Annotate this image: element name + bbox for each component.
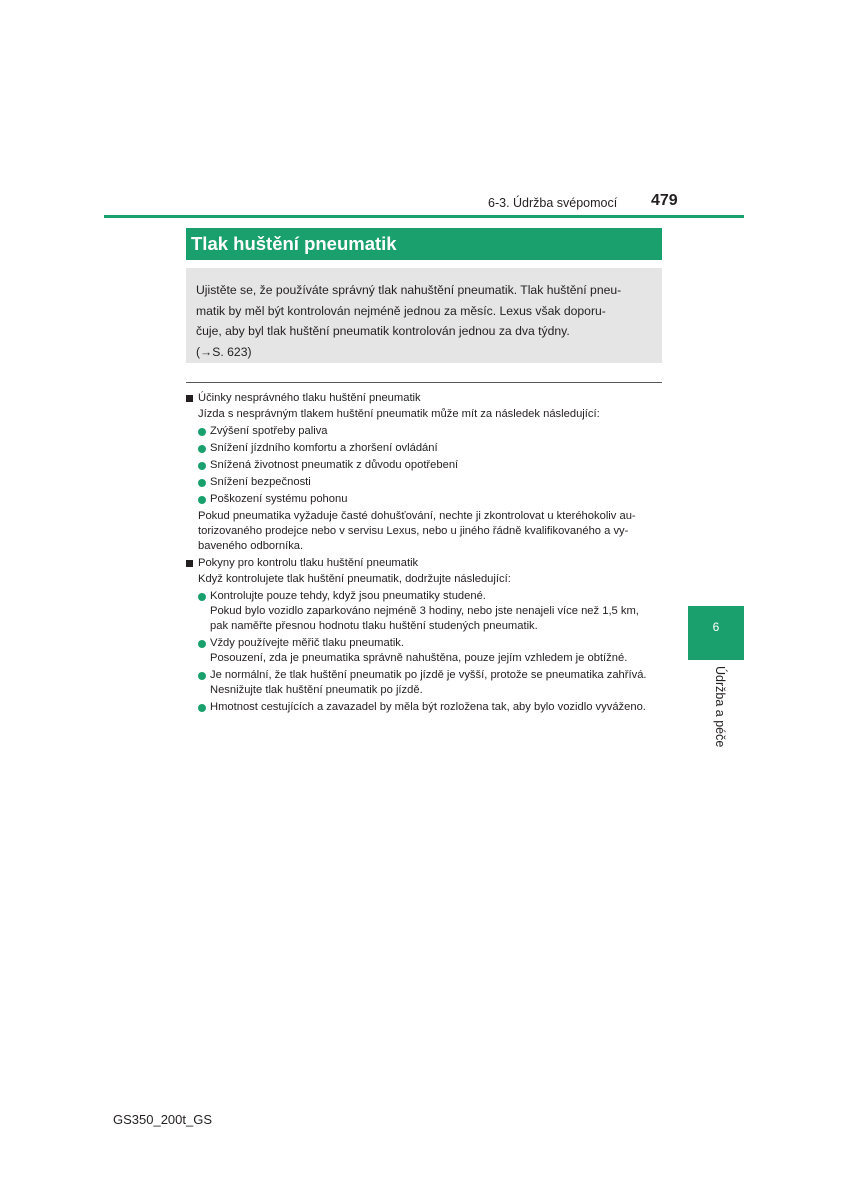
list-item-line: pak naměřte přesnou hodnotu tlaku huštění studených pneumatik. xyxy=(210,620,538,632)
intro-line: Ujistěte se, že používáte správný tlak nahuštění pneumatik. Tlak huštění pneu- xyxy=(196,283,622,297)
list-item-line: Hmotnost cestujících a zavazadel by měla být rozložena tak, aby bylo vozidlo vyváženo. xyxy=(210,701,646,713)
section1-heading-text: Účinky nesprávného tlaku huštění pneumatik xyxy=(198,392,421,404)
list-item xyxy=(198,441,666,456)
list-item-text xyxy=(210,700,666,715)
list-item-text xyxy=(210,636,666,666)
section1-closing xyxy=(198,509,666,554)
green-dot-bullet-icon xyxy=(198,445,206,453)
green-dot-bullet-icon xyxy=(198,672,206,680)
main-content xyxy=(186,390,666,717)
list-item xyxy=(198,668,666,698)
title-bar xyxy=(186,228,662,260)
square-bullet-icon xyxy=(186,560,193,567)
closing-line: baveného odborníka. xyxy=(198,540,304,552)
green-dot-bullet-icon xyxy=(198,640,206,648)
section2-lead: Když kontrolujete tlak huštění pneumatik, dodržujte následující: xyxy=(198,573,511,585)
chapter-label: Údržba a péče xyxy=(713,666,727,748)
chapter-tab xyxy=(688,606,744,660)
square-bullet-icon xyxy=(186,395,193,402)
list-item xyxy=(198,636,666,666)
intro-line: čuje, aby byl tlak huštění pneumatik kontrolován jednou za dva týdny. xyxy=(196,324,570,338)
list-item-text: Snížení bezpečnosti xyxy=(210,476,311,488)
list-item xyxy=(198,475,666,490)
green-dot-bullet-icon xyxy=(198,479,206,487)
list-item-text: Zvýšení spotřeby paliva xyxy=(210,425,328,437)
intro-box xyxy=(186,268,662,363)
green-dot-bullet-icon xyxy=(198,428,206,436)
page-number: 479 xyxy=(651,192,678,209)
section-divider xyxy=(186,382,662,383)
green-dot-bullet-icon xyxy=(198,593,206,601)
section2-heading-text: Pokyny pro kontrolu tlaku huštění pneumatik xyxy=(198,557,419,569)
intro-page-reference: (→S. 623) xyxy=(196,344,252,359)
page-title: Tlak huštění pneumatik xyxy=(191,233,397,254)
closing-line: torizovaného prodejce nebo v servisu Lexus, nebo u jiného řádně kvalifikovaného a vy- xyxy=(198,525,629,537)
section1-heading xyxy=(186,391,666,406)
footer-model-code: GS350_200t_GS xyxy=(113,1112,213,1127)
list-item-text: Snížená životnost pneumatik z důvodu opotřebení xyxy=(210,459,459,471)
list-item-text xyxy=(210,668,666,698)
chapter-number: 6 xyxy=(712,620,720,634)
section-header: 6-3. Údržba svépomocí xyxy=(488,196,618,210)
list-item xyxy=(198,492,666,507)
section1-lead: Jízda s nesprávným tlakem huštění pneumatik může mít za následek následující: xyxy=(198,408,600,420)
list-item-text: Poškození systému pohonu xyxy=(210,493,348,505)
section2-heading xyxy=(186,556,666,571)
green-dot-bullet-icon xyxy=(198,496,206,504)
closing-line: Pokud pneumatika vyžaduje časté dohušťování, nechte ji zkontrolovat u kteréhokoliv au- xyxy=(198,510,636,522)
list-item-line: Nesnižujte tlak huštění pneumatik po jízdě. xyxy=(210,684,423,696)
green-dot-bullet-icon xyxy=(198,704,206,712)
list-item-line: Je normální, že tlak huštění pneumatik po jízdě je vyšší, protože se pneumatika zahřívá. xyxy=(210,669,647,681)
list-item xyxy=(198,424,666,439)
list-item-line: Kontrolujte pouze tehdy, když jsou pneumatiky studené. xyxy=(210,590,486,602)
green-dot-bullet-icon xyxy=(198,462,206,470)
list-item-text: Snížení jízdního komfortu a zhoršení ovládání xyxy=(210,442,438,454)
list-item xyxy=(198,700,666,715)
list-item xyxy=(198,458,666,473)
list-item-line: Pokud bylo vozidlo zaparkováno nejméně 3 hodiny, nebo jste nenajeli více než 1,5 km, xyxy=(210,605,639,617)
intro-line: matik by měl být kontrolován nejméně jednou za měsíc. Lexus však doporu- xyxy=(196,303,606,318)
list-item-line: Vždy používejte měřič tlaku pneumatik. xyxy=(210,637,405,649)
list-item-text xyxy=(210,589,666,634)
list-item xyxy=(198,589,666,634)
list-item-line: Posouzení, zda je pneumatika správně nahuštěna, pouze jejím vzhledem je obtížné. xyxy=(210,652,628,664)
header-rule xyxy=(104,215,744,218)
